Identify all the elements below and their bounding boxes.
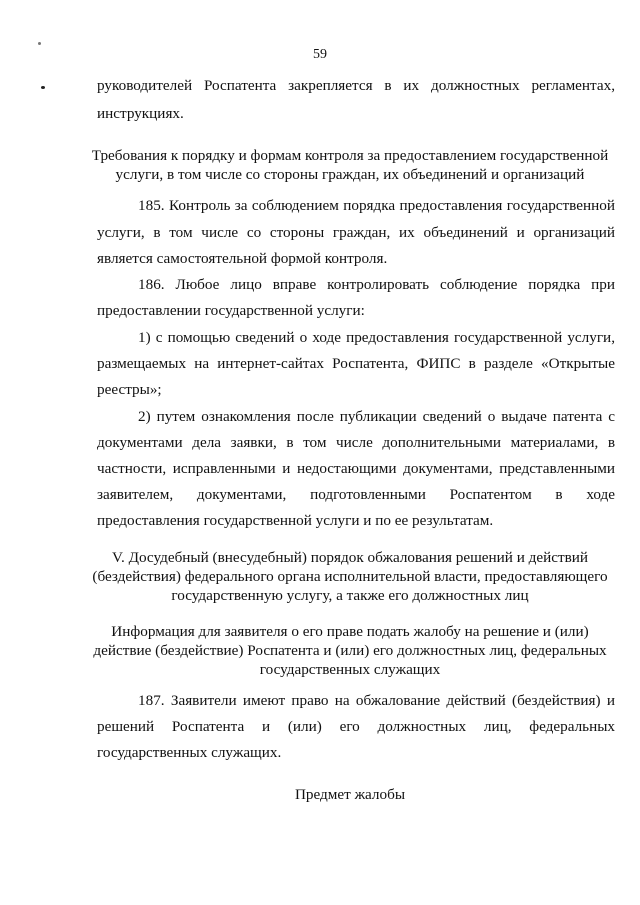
body-line: руководителей Роспатента закрепляется в их должностных регламентах, xyxy=(97,77,615,94)
paragraph-187-line: решений Роспатента и (или) его должностных лиц, федеральных xyxy=(97,718,615,735)
chapter-heading-line: государственную услугу, а также его должностных лиц xyxy=(171,587,529,604)
paragraph-187-line: 187. Заявители имеют право на обжалование действий (бездействия) и xyxy=(138,692,615,709)
scan-mark xyxy=(38,42,41,45)
paragraph-185-line: услуги, в том числе со стороны граждан, их объединений и организаций xyxy=(97,224,615,241)
list-item-1-line: 1) с помощью сведений о ходе предоставления государственной услуги, xyxy=(138,329,615,346)
section-heading-line: действие (бездействие) Роспатента и (или) его должностных лиц, федеральных xyxy=(93,642,607,659)
subheading: Предмет жалобы xyxy=(294,786,406,803)
chapter-heading-line: V. Досудебный (внесудебный) порядок обжалования решений и действий xyxy=(111,549,589,566)
body-line: инструкциях. xyxy=(97,105,184,122)
list-item-2-line: предоставления государственной услуги и по ее результатам. xyxy=(97,512,494,529)
scan-mark xyxy=(41,86,45,89)
list-item-2-line: частности, исправленными и недостающими документами, представленными xyxy=(97,460,615,477)
paragraph-185-line: является самостоятельной формой контроля. xyxy=(97,250,388,267)
list-item-1-line: размещаемых на интернет-сайтах Роспатента, ФИПС в разделе «Открытые xyxy=(97,355,615,372)
page-number: 59 xyxy=(313,47,327,62)
list-item-2-line: документами дела заявки, в том числе дополнительными материалами, в xyxy=(97,434,615,451)
paragraph-185-line: 185. Контроль за соблюдением порядка предоставления государственной xyxy=(138,197,615,214)
paragraph-187-line: государственных служащих. xyxy=(97,744,282,761)
list-item-2-line: заявителем, документами, подготовленными Роспатентом в ходе xyxy=(97,486,615,503)
section-heading-line: Информация для заявителя о его праве подать жалобу на решение и (или) xyxy=(111,623,589,640)
section-heading-line: Требования к порядку и формам контроля за предоставлением государственной xyxy=(91,147,609,164)
section-heading-line: государственных служащих xyxy=(259,661,441,678)
chapter-heading-line: (бездействия) федерального органа исполнительной власти, предоставляющего xyxy=(92,568,608,585)
paragraph-186-line: 186. Любое лицо вправе контролировать соблюдение порядка при xyxy=(138,276,615,293)
section-heading-line: услуги, в том числе со стороны граждан, их объединений и организаций xyxy=(115,166,585,183)
list-item-2-line: 2) путем ознакомления после публикации сведений о выдаче патента с xyxy=(138,408,615,425)
paragraph-186-line: предоставлении государственной услуги: xyxy=(97,302,365,319)
list-item-1-line: реестры»; xyxy=(97,381,162,398)
